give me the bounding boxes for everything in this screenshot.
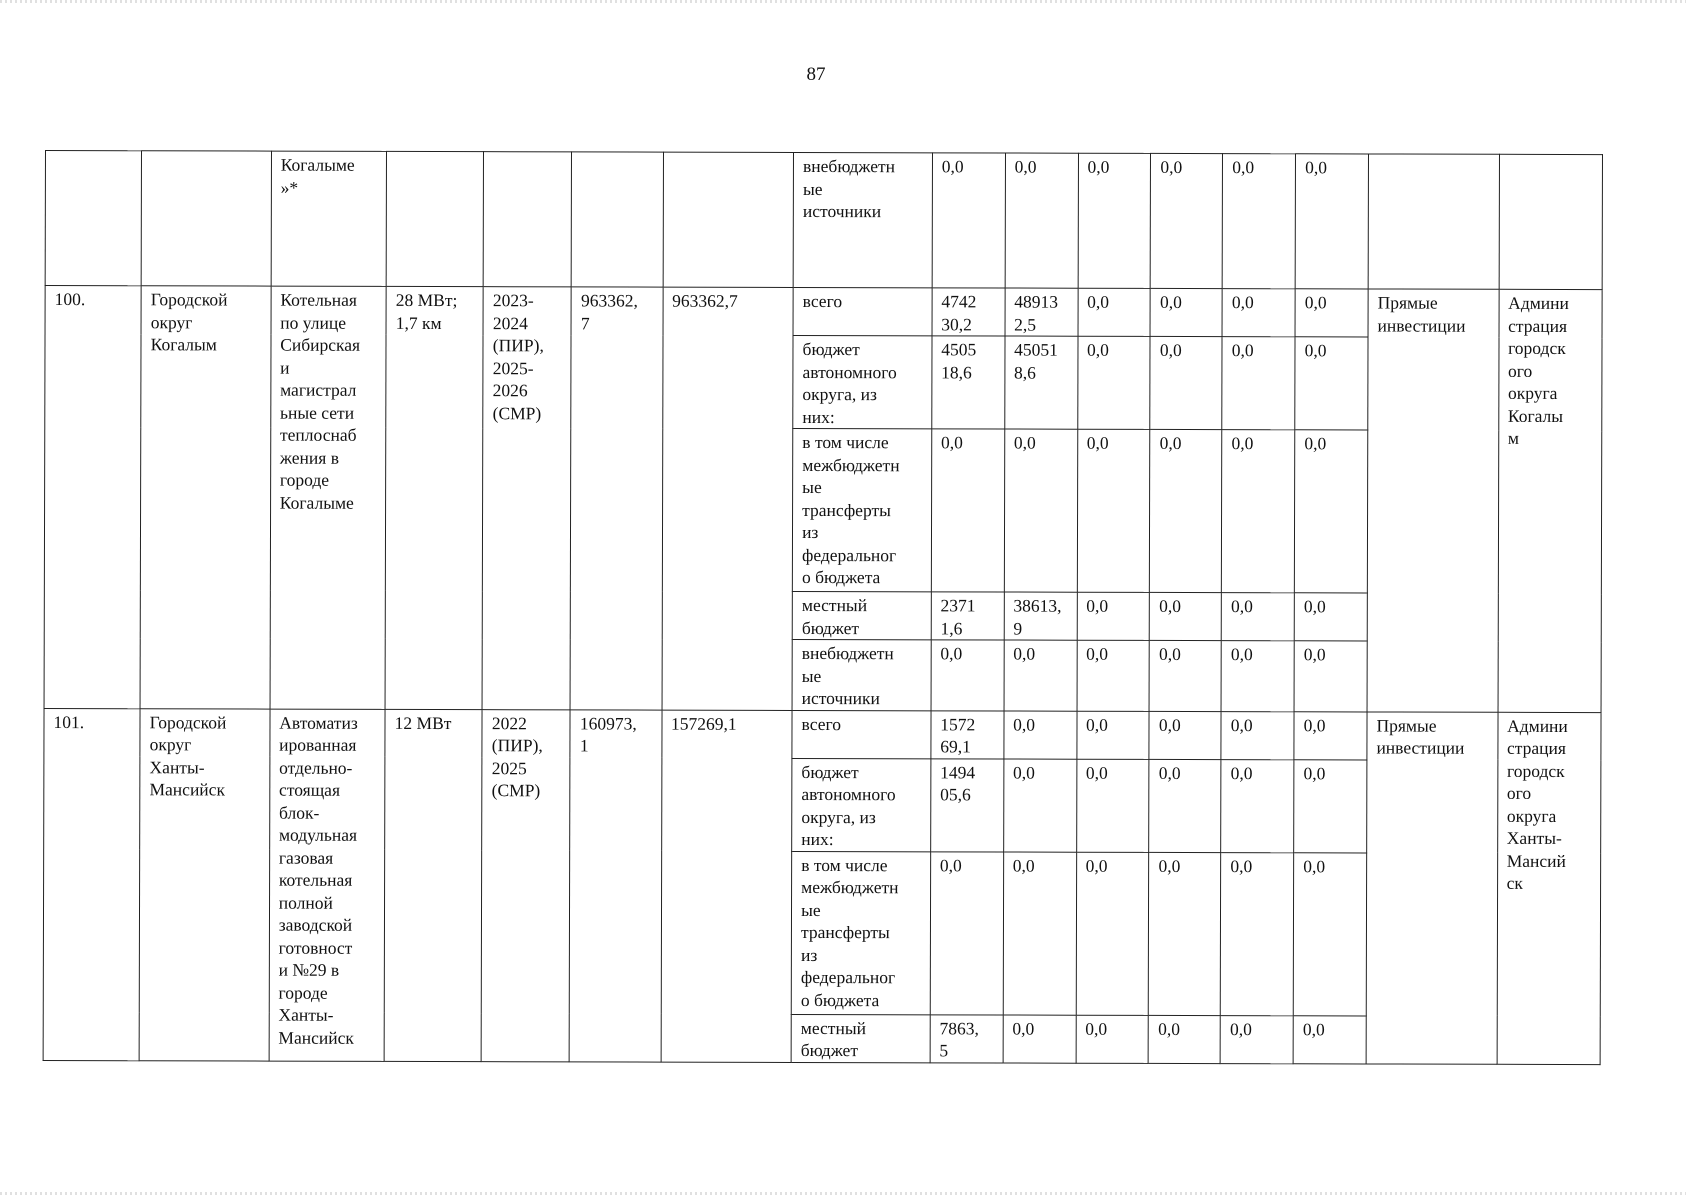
value-cell: 0,0: [1221, 852, 1294, 1015]
value-cell: 0,0: [1293, 1015, 1366, 1063]
cont-remaining-cell: [663, 152, 794, 287]
page-number: 87: [806, 64, 826, 85]
value-cell: 0,0: [1077, 336, 1150, 429]
scan-bottom-noise: [0, 1192, 1686, 1195]
row-number: 101.: [43, 708, 140, 1060]
value-cell: 0,0: [1149, 852, 1221, 1015]
value-cell: 0,0: [1222, 289, 1295, 337]
value-cell: 4505 18,6: [932, 336, 1005, 429]
value-cell: 0,0: [1077, 429, 1150, 592]
investment-table: [43, 150, 1603, 1065]
value-cell: 0,0: [1149, 640, 1221, 711]
value-cell: 0,0: [1078, 288, 1151, 336]
cont-customer-cell: [1499, 154, 1603, 289]
cont-cost-cell: [572, 152, 663, 287]
value-cell: 0,0: [931, 640, 1004, 711]
continuation-row: [45, 151, 1602, 290]
value-cell: 0,0: [1004, 640, 1077, 711]
value-cell: 4742 30,2: [932, 288, 1005, 336]
object-name: Автоматиз ированная отдельно- стоящая блок- модульная газовая котельная полной заводской готовност и №29 в городе Ханты- Мансийск: [269, 709, 385, 1061]
value-cell: 0,0: [1003, 1015, 1076, 1063]
source-label: местный бюджет: [791, 1014, 930, 1062]
value-cell: 0,0: [1221, 759, 1294, 852]
source-label: бюджет автономного округа, из них:: [792, 758, 931, 851]
investment-mechanism: Прямые инвестиции: [1366, 711, 1497, 1063]
row-101-total: [44, 708, 1601, 760]
cont-municipality-cell: [141, 151, 271, 286]
cont-object-cell: Когалыме »*: [271, 151, 387, 286]
total-cost: 160973, 1: [570, 709, 662, 1061]
customer: Админи страция городск ого округа Когалы м: [1498, 289, 1603, 712]
value-cell: 1494 05,6: [930, 758, 1003, 851]
value-cell: 0,0: [1221, 593, 1294, 641]
source-label: внебюджетн ые источники: [792, 639, 931, 710]
municipality: Городской округ Ханты- Мансийск: [139, 708, 269, 1060]
value-cell: 0,0: [1149, 759, 1221, 852]
value-cell: 0,0: [1150, 592, 1222, 640]
value-cell: 0,0: [1076, 852, 1149, 1015]
value-cell: 0,0: [1076, 1015, 1149, 1063]
value-cell: 0,0: [1295, 337, 1368, 430]
value-cell: 0,0: [1221, 641, 1294, 712]
value-cell: 0,0: [1294, 759, 1367, 852]
value-cell: 0,0: [1076, 759, 1149, 852]
value-cell: 0,0: [1149, 711, 1221, 759]
value-cell: 1572 69,1: [931, 710, 1004, 758]
capacity: 28 МВт; 1,7 км: [385, 286, 483, 709]
value-cell: 0,0: [1294, 711, 1367, 759]
investment-mechanism: Прямые инвестиции: [1367, 289, 1499, 712]
source-label: всего: [792, 710, 931, 758]
total-cost: 963362, 7: [570, 287, 662, 710]
cont-mechanism-cell: [1368, 154, 1499, 289]
row-100-total: [45, 286, 1602, 338]
value-cell: 0,0: [1004, 429, 1077, 592]
value-cell: 0,0: [1150, 288, 1222, 336]
value-cell: 0,0: [1294, 430, 1367, 593]
value-cell: 0,0: [1220, 1015, 1293, 1063]
source-label: местный бюджет: [792, 591, 931, 639]
value-cell: 0,0: [1294, 593, 1367, 641]
source-label: всего: [793, 287, 932, 335]
value-cell: 0,0: [1076, 711, 1149, 759]
value-cell: 2371 1,6: [931, 592, 1004, 640]
value-cell: 7863, 5: [930, 1014, 1003, 1062]
value-cell: 0,0: [1293, 852, 1366, 1015]
source-label: в том числе межбюджетн ые трансферты из федеральног о бюджета: [791, 851, 930, 1014]
value-cell: 0,0: [931, 429, 1004, 592]
cont-value: 0,0: [1295, 154, 1368, 289]
value-cell: 0,0: [930, 851, 1003, 1014]
cont-source-label: внебюджетн ые источники: [793, 152, 932, 287]
cont-period-cell: [483, 152, 571, 287]
source-label: в том числе межбюджетн ые трансферты из федеральног о бюджета: [792, 428, 931, 591]
value-cell: 0,0: [1295, 289, 1368, 337]
value-cell: 0,0: [1004, 711, 1077, 759]
value-cell: 0,0: [1150, 429, 1222, 592]
cont-value: 0,0: [1078, 153, 1151, 288]
cont-value: 0,0: [1222, 154, 1295, 289]
cont-value: 0,0: [1151, 153, 1223, 288]
scan-top-noise: [0, 0, 1686, 3]
remaining-cost: 963362,7: [662, 287, 794, 710]
municipality: Городской округ Когалым: [140, 286, 271, 709]
cont-num-cell: [45, 151, 142, 286]
object-name: Котельная по улице Сибирская и магистрал ьные сети теплоснаб жения в городе Когалыме: [270, 286, 387, 709]
cont-capacity-cell: [386, 151, 484, 286]
value-cell: 0,0: [1294, 641, 1367, 712]
period: 2023- 2024 (ПИР), 2025- 2026 (СМР): [482, 287, 571, 710]
value-cell: 0,0: [1222, 337, 1295, 430]
value-cell: 0,0: [1003, 852, 1076, 1015]
remaining-cost: 157269,1: [661, 710, 792, 1062]
capacity: 12 МВт: [384, 709, 482, 1061]
cont-value: 0,0: [932, 153, 1005, 288]
value-cell: 0,0: [1222, 430, 1295, 593]
value-cell: 45051 8,6: [1004, 336, 1077, 429]
customer: Админи страция городск ого округа Ханты- Мансий ск: [1497, 712, 1601, 1064]
source-label: бюджет автономного округа, из них:: [793, 335, 932, 428]
period: 2022 (ПИР), 2025 (СМР): [481, 709, 570, 1061]
value-cell: 0,0: [1221, 711, 1294, 759]
value-cell: 0,0: [1149, 1015, 1221, 1063]
value-cell: 38613, 9: [1004, 592, 1077, 640]
value-cell: 0,0: [1150, 336, 1222, 429]
value-cell: 0,0: [1077, 592, 1150, 640]
value-cell: 0,0: [1003, 759, 1076, 852]
cont-value: 0,0: [1005, 153, 1078, 288]
value-cell: 0,0: [1077, 640, 1150, 711]
value-cell: 48913 2,5: [1005, 288, 1078, 336]
row-number: 100.: [44, 286, 141, 709]
